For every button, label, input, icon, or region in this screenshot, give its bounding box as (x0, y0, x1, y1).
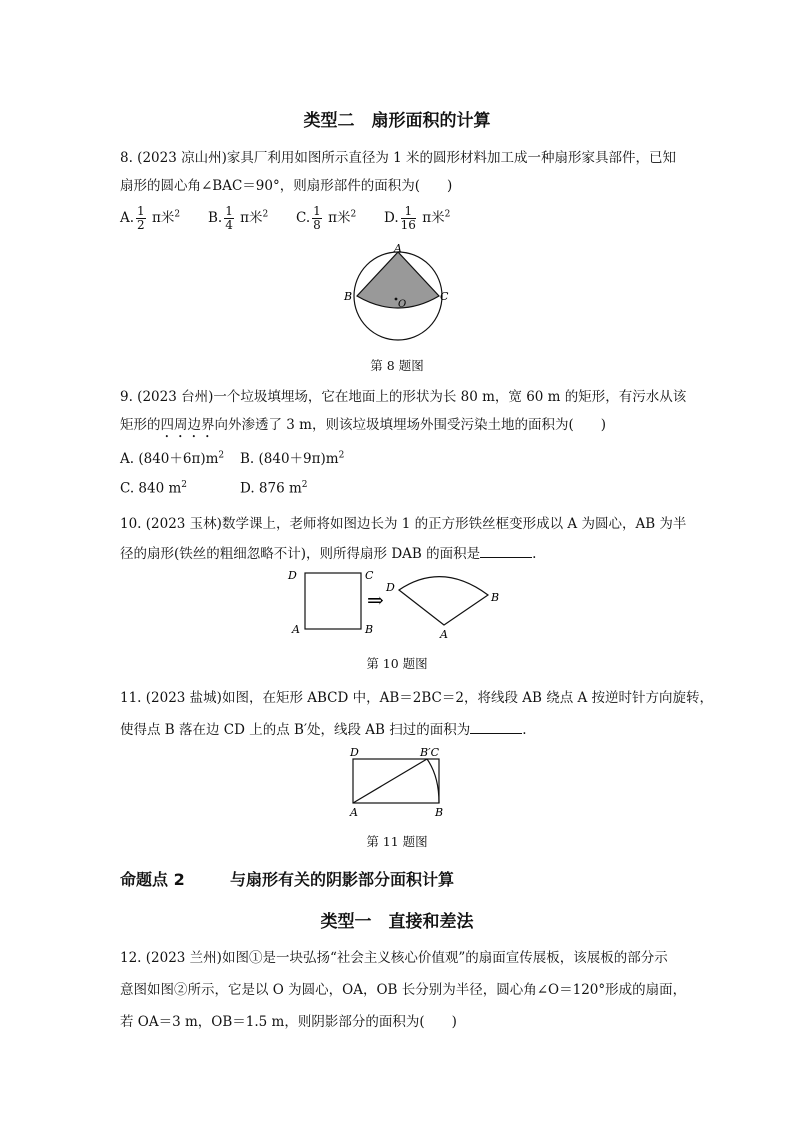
proposition-point-title: 与扇形有关的阴影部分面积计算 (230, 870, 455, 889)
q8-label-b: B (344, 290, 353, 303)
q11-label-b: B (435, 806, 444, 819)
q9-line1: 9. (2023 台州)一个垃圾填埋场，它在地面上的形状为长 80 m，宽 60 m 的矩形，有污水从该 (120, 389, 687, 405)
q10-label-a2: A (440, 628, 448, 641)
q10-label-d: D (288, 569, 297, 582)
q10-line2: 径的扇形(铁丝的粗细忽略不计)，则所得扇形 DAB 的面积是 . (120, 546, 537, 562)
q10-label-b2: B (491, 591, 500, 604)
q9-option-b[interactable]: B. $(840+9\pi)m^2$ (240, 450, 345, 467)
q9-line2: 矩形的四周边界向外渗透了 3 m，则该垃圾填埋场外围受污染土地的面积为( ) (120, 417, 607, 433)
q8-caption: 第 8 题图 (370, 358, 424, 373)
q8-label-o: O (398, 299, 407, 310)
q8-option-d[interactable]: D. $\frac{1}{16}$ π米$^2$ (384, 204, 451, 232)
proposition-point-label: 命题点 2 (120, 870, 185, 889)
q10-label-b1: B (365, 623, 374, 636)
q10-label-a1: A (292, 623, 300, 636)
q10-label-c: C (365, 569, 374, 582)
q10-figure (284, 565, 514, 647)
q9-option-a[interactable]: A. $(840+6\pi)m^2$ (120, 450, 225, 467)
q10-arrow: ⇒ (367, 588, 384, 612)
q11-caption: 第 11 题图 (366, 834, 428, 849)
q11-line2: 使得点 B 落在边 CD 上的点 B′处，线段 AB 扫过的面积为 . (120, 722, 527, 738)
q12-line2: 意图如图②所示，它是以 O 为圆心，OA，OB 长分别为半径，圆心角∠O＝120°形成的扇面， (120, 982, 687, 998)
q12-line3: 若 OA＝3 m，OB＝1.5 m，则阴影部分的面积为( ) (120, 1014, 457, 1030)
section-title-type1: 类型一 直接和差法 (320, 912, 474, 932)
q11-segment-ab-prime (353, 759, 427, 803)
q10-sector (399, 577, 488, 625)
q11-label-d: D (350, 746, 359, 759)
q11-label-a: A (350, 806, 358, 819)
q8-option-c[interactable]: C. $\frac{1}{8}$ π米$^2$ (296, 204, 357, 232)
q11-line1: 11. (2023 盐城)如图，在矩形 ABCD 中，AB＝2BC＝2，将线段 AB 绕点 A 按逆时针方向旋转， (120, 690, 714, 706)
q10-line1: 10. (2023 玉林)数学课上，老师将如图边长为 1 的正方形铁丝框变形成以 A 为圆心，AB 为半 (120, 516, 687, 532)
q11-label-bc: B′C (420, 746, 439, 759)
q9-option-d[interactable]: D. 876 $m^2$ (240, 480, 308, 497)
q11-arc (427, 759, 439, 803)
q8-line2: 扇形的圆心角∠BAC＝90°，则扇形部件的面积为( ) (120, 178, 453, 194)
q10-label-d2: D (386, 581, 395, 594)
q8-line1: 8. (2023 凉山州)家具厂利用如图所示直径为 1 米的圆形材料加工成一种扇形家具部件，已知 (120, 150, 677, 166)
q8-label-c: C (440, 290, 449, 303)
q8-figure (340, 244, 460, 349)
q8-option-a[interactable]: A. $\frac{1}{2}$ π米$^2$ (120, 204, 181, 232)
q10-square (305, 573, 361, 629)
q11-answer-blank[interactable] (470, 721, 522, 734)
q11-figure (342, 744, 460, 820)
q8-label-a: A (394, 244, 402, 255)
q10-answer-blank[interactable] (480, 545, 532, 558)
section-title-type2: 类型二 扇形面积的计算 (303, 111, 491, 131)
q9-emphasis: 四周边界 (160, 417, 215, 433)
q8-center-dot (395, 298, 398, 301)
q12-line1: 12. (2023 兰州)如图①是一块弘扬“社会主义核心价值观”的扇面宣传展板，该展板的部分示 (120, 950, 668, 966)
q11-rectangle (353, 759, 439, 803)
q10-caption: 第 10 题图 (366, 656, 428, 671)
q8-option-b[interactable]: B. $\frac{1}{4}$ π米$^2$ (208, 204, 269, 232)
q9-option-c[interactable]: C. 840 $m^2$ (120, 480, 188, 497)
